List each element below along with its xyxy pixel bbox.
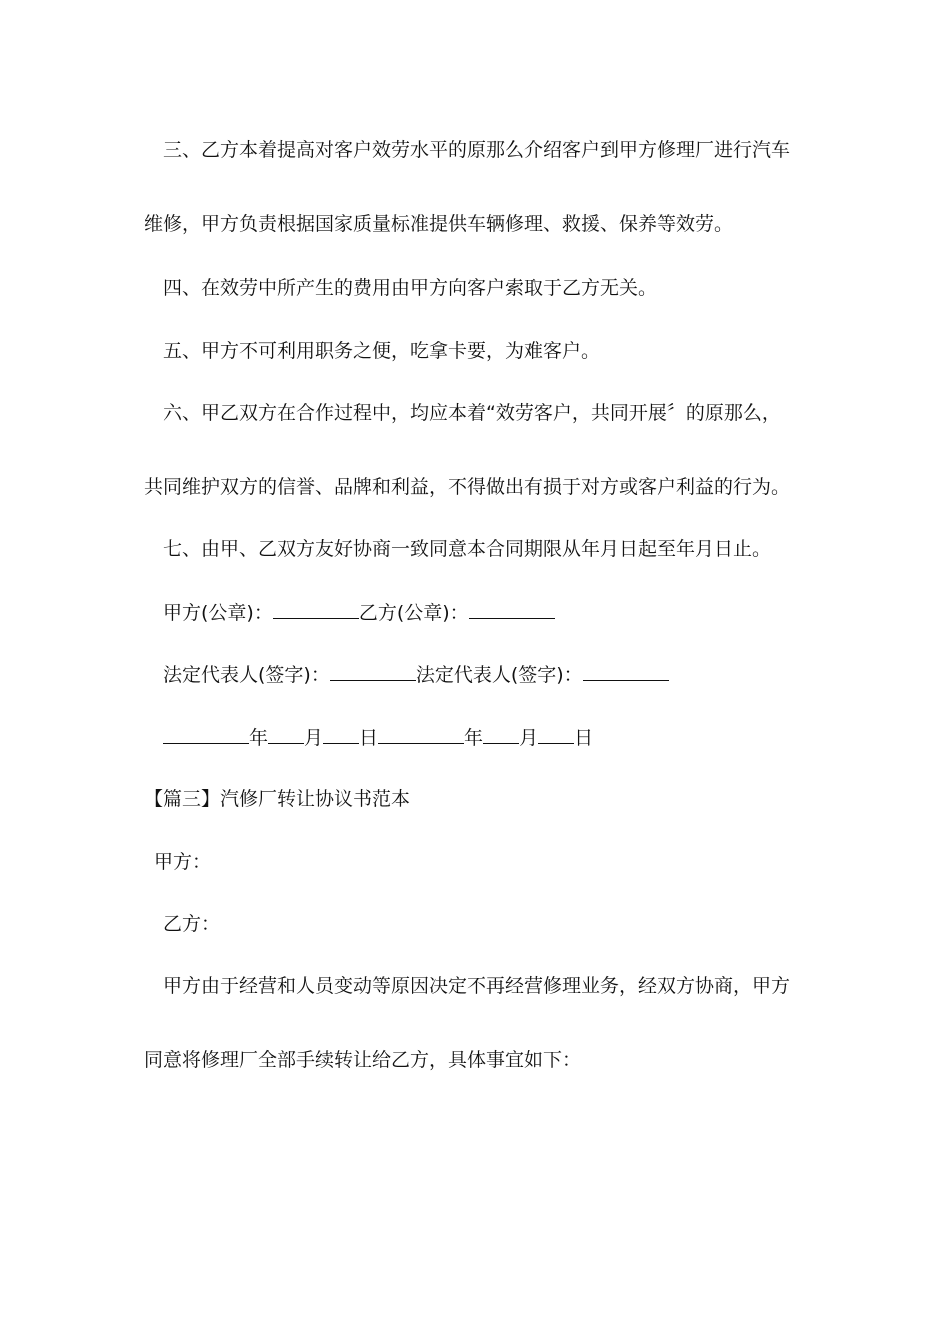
date-a-month-blank	[268, 725, 304, 744]
clause-6-line-2: 共同维护双方的信誉、品牌和利益，不得做出有损于对方或客户利益的行为。	[144, 476, 791, 498]
party-a-label: 甲方：	[154, 851, 212, 873]
seal-line	[163, 600, 555, 625]
representative-line	[163, 662, 669, 687]
date-b-month: 月	[519, 727, 539, 749]
date-a-year: 年	[249, 727, 269, 749]
date-a-year-blank	[163, 725, 249, 744]
rep-b-label: 法定代表人(签字)：	[415, 664, 583, 686]
date-a-month: 月	[304, 727, 324, 749]
date-line	[163, 725, 593, 750]
date-b-month-blank	[483, 725, 519, 744]
section-3-heading: 【篇三】汽修厂转让协议书范本	[144, 788, 411, 810]
date-a-day: 日	[359, 727, 379, 749]
rep-b-blank	[583, 662, 669, 681]
party-a-seal-label: 甲方(公章)：	[163, 602, 273, 624]
clause-4: 四、在效劳中所产生的费用由甲方向客户索取于乙方无关。	[163, 277, 658, 299]
rep-a-blank	[330, 662, 416, 681]
date-a-day-blank	[323, 725, 359, 744]
intro-line-1: 甲方由于经营和人员变动等原因决定不再经营修理业务，经双方协商，甲方	[163, 975, 791, 997]
clause-7: 七、由甲、乙双方友好协商一致同意本合同期限从年月日起至年月日止。	[163, 538, 772, 560]
rep-a-label: 法定代表人(签字)：	[163, 664, 330, 686]
clause-3-line-2: 维修，甲方负责根据国家质量标准提供车辆修理、救援、保养等效劳。	[144, 213, 734, 235]
date-b-day: 日	[574, 727, 594, 749]
party-a-seal-blank	[273, 600, 359, 619]
clause-5: 五、甲方不可利用职务之便，吃拿卡要，为难客户。	[163, 340, 601, 362]
clause-6-line-1: 六、甲乙双方在合作过程中，均应本着“效劳客户，共同开展〞的原那么，	[163, 402, 781, 424]
date-b-year-blank	[378, 725, 464, 744]
party-b-seal-label: 乙方(公章)：	[358, 602, 469, 624]
date-b-year: 年	[464, 727, 484, 749]
party-b-label: 乙方：	[163, 913, 221, 935]
party-b-seal-blank	[469, 600, 555, 619]
clause-3-line-1: 三、乙方本着提高对客户效劳水平的原那么介绍客户到甲方修理厂进行汽车	[163, 139, 791, 161]
date-b-day-blank	[538, 725, 574, 744]
intro-line-2: 同意将修理厂全部手续转让给乙方，具体事宜如下：	[144, 1049, 582, 1071]
